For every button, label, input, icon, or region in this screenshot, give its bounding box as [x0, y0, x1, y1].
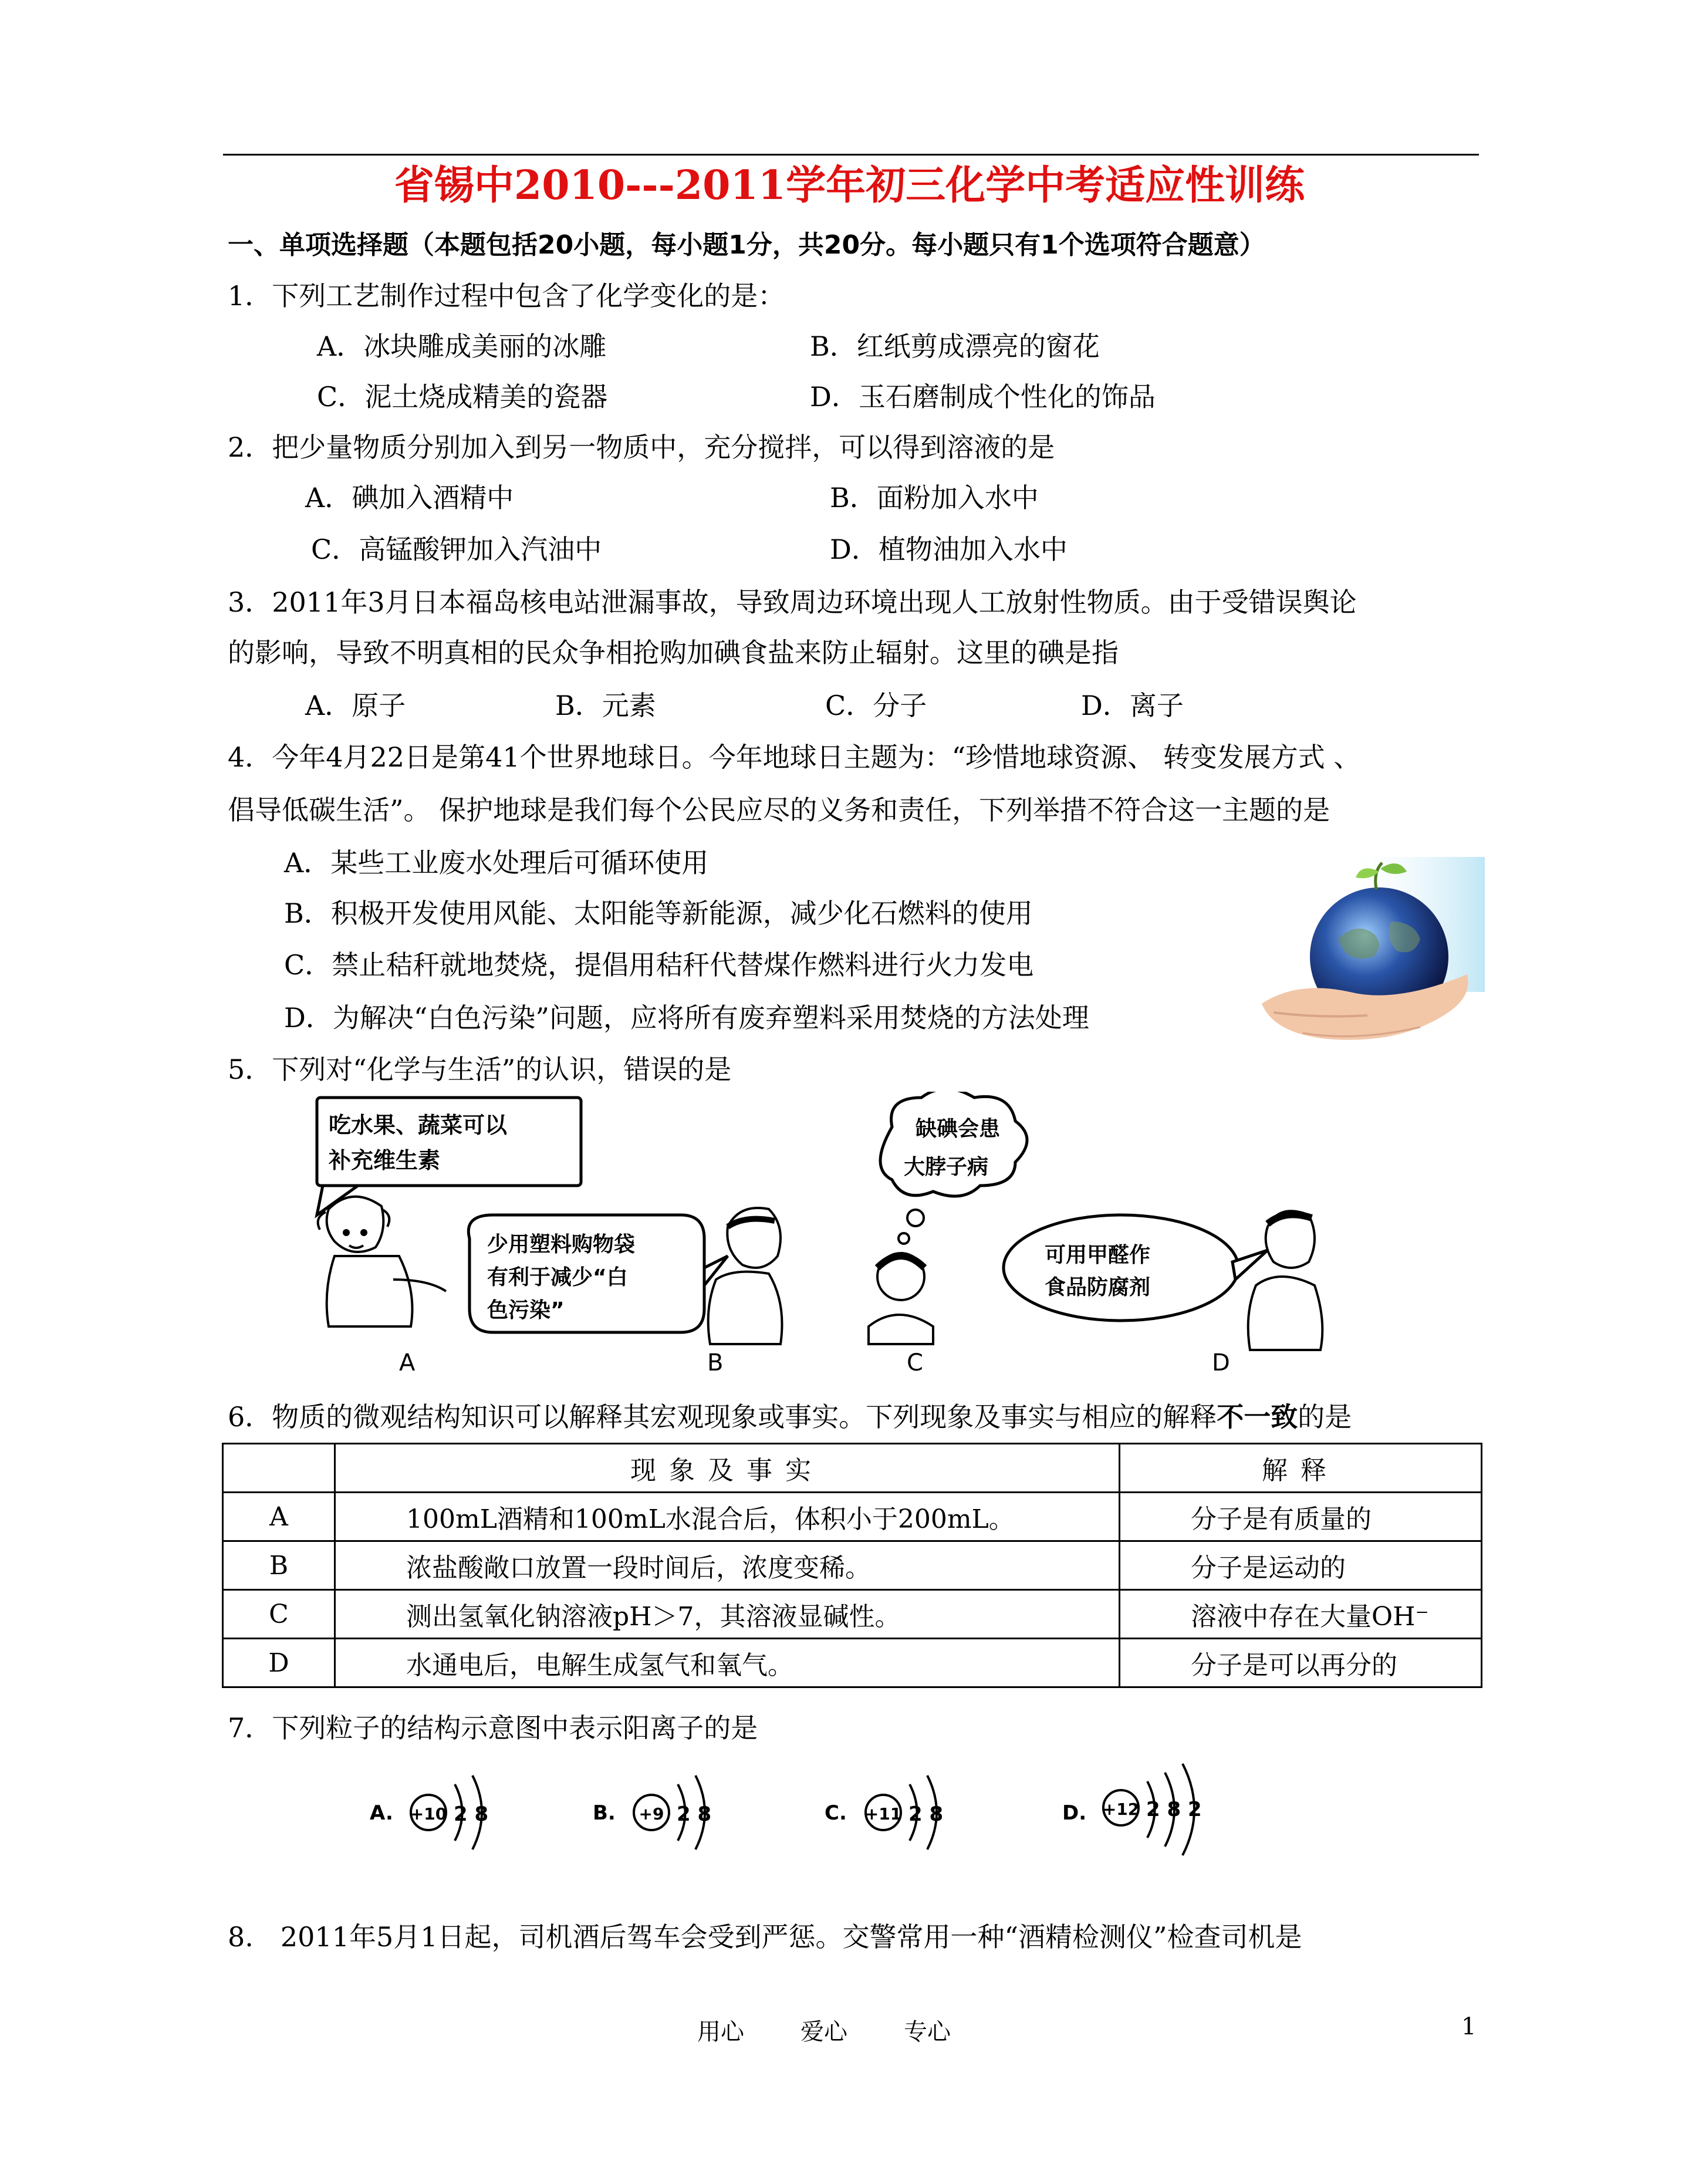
svg-text:2 8: 2 8	[454, 1802, 489, 1826]
q2-option-d: D．植物油加入水中	[830, 534, 1068, 565]
q4-option-b: B．积极开发使用风能、太阳能等新能源，减少化石燃料的使用	[284, 897, 1033, 929]
q3-option-b: B．元素	[555, 690, 656, 721]
svg-text:2 8: 2 8	[908, 1802, 944, 1826]
bubble-b-line2: 有利于减少“白	[487, 1265, 628, 1290]
table-header-fact: 现象及事实	[335, 1444, 1120, 1493]
table-header-option	[223, 1444, 335, 1493]
q4-option-a: A．某些工业废水处理后可循环使用	[284, 847, 709, 879]
q3-stem-line2: 的影响，导致不明真相的民众争相抢购加碘食盐来防止辐射。这里的碘是指	[228, 637, 1119, 669]
svg-text:+12: +12	[1102, 1800, 1140, 1819]
svg-text:D.: D.	[1062, 1801, 1087, 1825]
q4-stem-line1: 4．今年4月22日是第41个世界地球日。今年地球日主题为：“珍惜地球资源、 转变发展方式 、	[228, 741, 1361, 773]
page-title: 省锡中2010---2011学年初三化学中考适应性训练	[394, 162, 1305, 209]
table-row: C 测出氢氧化钠溶液pH＞7，其溶液显碱性。 溶液中存在大量OH⁻	[223, 1590, 1482, 1639]
section-heading: 一、单项选择题（本题包括20小题，每小题1分，共20分。每小题只有1个选项符合题意）	[228, 230, 1265, 260]
figure-a-girl	[318, 1197, 446, 1326]
page-number: 1	[1461, 2013, 1477, 2040]
header-rule	[223, 154, 1479, 156]
q6-stem: 6．物质的微观结构知识可以解释其宏观现象或事实。下列现象及事实与相应的解释不一致的是	[228, 1401, 1352, 1433]
q2-option-c: C．高锰酸钾加入汽油中	[311, 534, 602, 565]
q4-stem-line2: 倡导低碳生活”。 保护地球是我们每个公民应尽的义务和责任，下列举措不符合这一主题的是	[228, 794, 1330, 826]
cartoon-label-b: B	[707, 1349, 724, 1376]
q1-stem: 1．下列工艺制作过程中包含了化学变化的是：	[228, 280, 785, 312]
footer-text-2: 爱心	[800, 2018, 847, 2045]
figure-d-man	[1248, 1211, 1323, 1350]
thought-bubble-c	[880, 1092, 1027, 1244]
table-row: A 100mL酒精和100mL水混合后，体积小于200mL。 分子是有质量的	[223, 1493, 1482, 1541]
table-row: B 浓盐酸敞口放置一段时间后，浓度变稀。 分子是运动的	[223, 1541, 1482, 1590]
speech-bubble-b	[468, 1215, 728, 1332]
q2-stem: 2．把少量物质分别加入到另一物质中，充分搅拌，可以得到溶液的是	[228, 431, 1055, 463]
q3-stem-line1: 3．2011年3月日本福岛核电站泄漏事故，导致周边环境出现人工放射性物质。由于受错误舆论	[228, 586, 1357, 618]
bubble-b-line3: 色污染”	[487, 1298, 565, 1322]
q4-option-d: D．为解决“白色污染”问题，应将所有废弃塑料采用焚烧的方法处理	[284, 1002, 1089, 1034]
svg-text:C.: C.	[825, 1801, 847, 1825]
svg-text:2 8: 2 8	[677, 1802, 712, 1826]
q3-option-c: C．分子	[825, 690, 927, 721]
q1-option-d: D．玉石磨制成个性化的饰品	[810, 381, 1156, 413]
q4-option-c: C．禁止秸秆就地焚烧，提倡用秸秆代替煤作燃料进行火力发电	[284, 949, 1034, 981]
bubble-b-line1: 少用塑料购物袋	[487, 1233, 636, 1257]
bubble-a-line1: 吃水果、蔬菜可以	[329, 1112, 508, 1138]
footer-text-3: 专心	[904, 2018, 951, 2045]
q6-stem-emphasis: 不一致	[1217, 1401, 1298, 1433]
svg-text:+9: +9	[639, 1804, 664, 1824]
bubble-c-line1: 缺碘会患	[916, 1117, 1001, 1141]
svg-text:B.: B.	[593, 1801, 616, 1825]
q3-option-a: A．原子	[305, 690, 406, 721]
atom-diagram-b	[593, 1775, 711, 1849]
q8-stem: 8. 2011年5月1日起，司机酒后驾车会受到严惩。交警常用一种“酒精检测仪”检查司机是	[228, 1921, 1302, 1953]
q1-option-a: A．冰块雕成美丽的冰雕	[317, 330, 607, 362]
speech-bubble-d	[1004, 1215, 1268, 1321]
atom-diagram-c	[825, 1775, 943, 1849]
figure-b-boy	[708, 1208, 782, 1344]
earth-in-hands-image	[1250, 857, 1485, 1062]
svg-text:+10: +10	[410, 1804, 447, 1824]
q5-stem: 5．下列对“化学与生活”的认识，错误的是	[228, 1054, 732, 1085]
atom-diagram-d	[1062, 1764, 1202, 1855]
q1-option-b: B．红纸剪成漂亮的窗花	[810, 330, 1100, 362]
atom-diagram-a	[370, 1775, 488, 1849]
q7-atom-diagrams	[358, 1749, 1268, 1866]
bubble-d-line2: 食品防腐剂	[1045, 1275, 1151, 1299]
q5-cartoon	[305, 1092, 1326, 1385]
bubble-c-line2: 大脖子病	[904, 1155, 989, 1179]
bubble-d-line1: 可用甲醛作	[1045, 1243, 1151, 1267]
cartoon-label-c: C	[907, 1349, 923, 1376]
svg-text:+11: +11	[864, 1804, 902, 1824]
q3-option-d: D．离子	[1081, 690, 1184, 721]
svg-text:2 8 2: 2 8 2	[1146, 1798, 1202, 1821]
table-header-explanation: 解释	[1120, 1444, 1482, 1493]
svg-text:A.: A.	[370, 1801, 393, 1825]
footer-text-1: 用心	[697, 2018, 744, 2045]
table-row: D 水通电后，电解生成氢气和氧气。 分子是可以再分的	[223, 1639, 1482, 1687]
figure-c-boy	[869, 1253, 933, 1344]
q1-option-c: C．泥土烧成精美的瓷器	[317, 381, 608, 413]
q7-stem: 7．下列粒子的结构示意图中表示阳离子的是	[228, 1712, 758, 1744]
q6-table	[222, 1443, 1482, 1688]
q2-option-b: B．面粉加入水中	[830, 482, 1039, 514]
q2-option-a: A．碘加入酒精中	[305, 482, 514, 514]
cartoon-label-a: A	[399, 1349, 416, 1376]
cartoon-label-d: D	[1212, 1349, 1230, 1376]
table-header-row	[223, 1444, 1482, 1493]
bubble-a-line2: 补充维生素	[329, 1147, 441, 1173]
